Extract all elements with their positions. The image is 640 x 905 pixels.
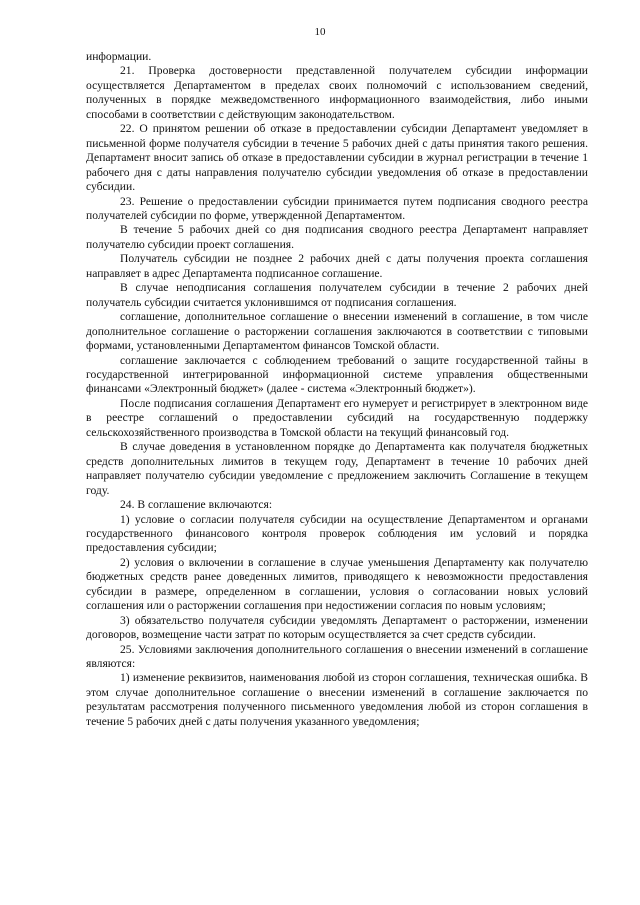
- paragraph-23-standard-forms: соглашение, дополнительное соглашение о внесении изменений в соглашение, в том числе дополнительное соглашение о расторжении соглашения заключаются в соответствии с типовыми формами, установленными Департаментом финансов Томской области.: [86, 310, 588, 353]
- page-number: 10: [314, 26, 326, 38]
- paragraph-23-non-signing: В случае неподписания соглашения получателем субсидии в течение 2 рабочих дней получатель субсидии считается уклонившимся от подписания соглашения.: [86, 281, 588, 309]
- paragraph-23-signed-agreement: Получатель субсидии не позднее 2 рабочих дней с даты получения проекта соглашения направляет в адрес Департамента подписанное соглашение.: [86, 252, 588, 280]
- paragraph-24-item-3: 3) обязательство получателя субсидии уведомлять Департамент о расторжении, изменении договоров, возмещение части затрат по которым осуществляется за счет средств субсидии.: [86, 613, 588, 642]
- paragraph-24: 24. В соглашение включаются:: [120, 498, 273, 512]
- paragraph-22: 22. О принятом решении об отказе в предоставлении субсидии Департамент уведомляет в письменной форме получателя субсидии в течение 5 рабочих дней с даты принятия такого решения. Департамент вносит запись об отказе в предоставлении субсидии в журнал регистрации в течение 1 рабочего дня с даты направления получателю субсидии уведомления об отказе в предоставлении субсидии.: [86, 122, 588, 194]
- paragraph-21: 21. Проверка достоверности представленной получателем субсидии информации осуществляется Департаментом в пределах своих полномочий с использованием сведений, полученных в порядке межведомственного информационного взаимодействия, либо иными способами в соответствии с действующим законодательством.: [86, 64, 588, 121]
- paragraph-continuation: информации.: [86, 50, 152, 63]
- paragraph-23-electronic-budget: соглашение заключается с соблюдением требований о защите государственной тайны в государственной интегрированной информационной системе управления общественными финансами «Электронный бюджет» (далее - система «Электронный бюджет»).: [86, 353, 588, 396]
- paragraph-23-draft-agreement: В течение 5 рабочих дней со дня подписания сводного реестра Департамент направляет получателю субсидии проект соглашения.: [86, 223, 588, 251]
- paragraph-23-additional-limits: В случае доведения в установленном порядке до Департамента как получателя бюджетных средств дополнительных лимитов в текущем году, Департамент в течение 10 рабочих дней направляет получателю субсидии уведомление с предложением заключить Соглашение в текущем году.: [86, 440, 588, 497]
- document-body: [86, 50, 588, 729]
- paragraph-24-item-2: 2) условия о включении в соглашение в случае уменьшения Департаменту как получателю бюджетных средств ранее доведенных лимитов, приводящего к невозможности предоставления субсидии в размере, определенном в соглашении, условия о согласовании новых условий соглашения или о расторжении соглашения при недостижении согласия по новым условиям;: [86, 555, 588, 613]
- paragraph-25: 25. Условиями заключения дополнительного соглашения о внесении изменений в соглашение являются:: [86, 642, 588, 671]
- paragraph-25-item-1: 1) изменение реквизитов, наименования любой из сторон соглашения, техническая ошибка. В этом случае дополнительное соглашение о внесении изменений в соглашение заключается по результатам рассмотрения полученного письменного уведомления любой из сторон соглашения в течение 5 рабочих дней с даты получения указанного уведомления;: [86, 671, 588, 728]
- paragraph-23-registration: После подписания соглашения Департамент его нумерует и регистрирует в электронном виде в реестре соглашений о предоставлении субсидий на государственную поддержку сельскохозяйственного производства в Томской области на текущий финансовый год.: [86, 396, 588, 439]
- paragraph-23: 23. Решение о предоставлении субсидии принимается путем подписания сводного реестра получателей субсидии по форме, утвержденной Департаментом.: [86, 194, 588, 222]
- paragraph-24-item-1: 1) условие о согласии получателя субсидии на осуществление Департаментом и органами государственного финансового контроля проверок соблюдения им условий и порядка предоставления субсидии;: [86, 512, 588, 555]
